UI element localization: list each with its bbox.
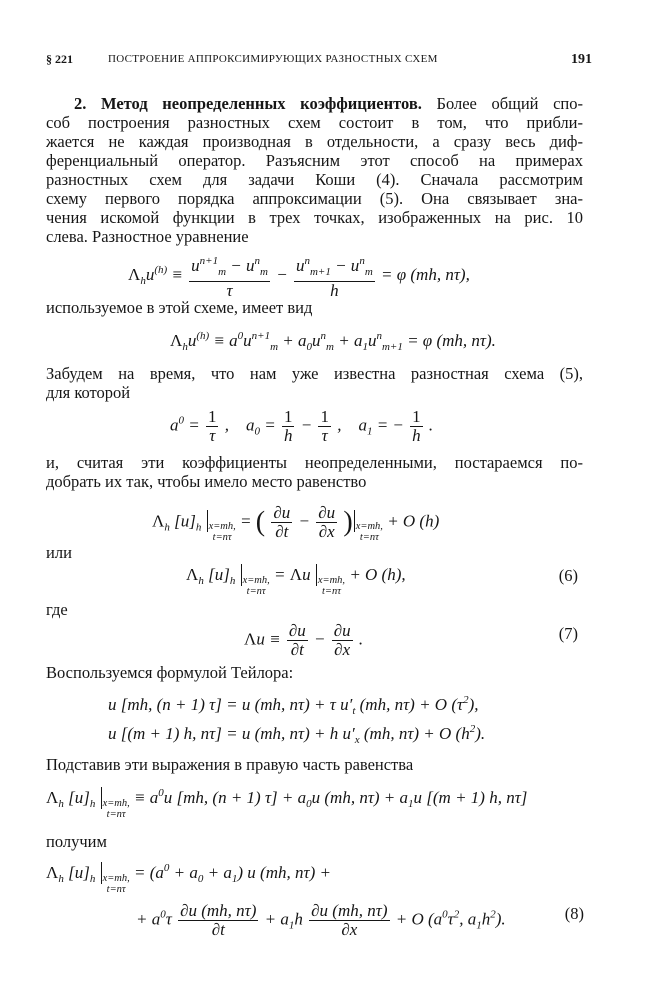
paragraph-line: 2. Метод неопределенных коэффициентов. Более общий спо- — [74, 94, 583, 113]
paragraph-line: соб построения разностных схем состоит в том, что прибли- — [46, 113, 583, 132]
text-taylor: Воспользуемся формулой Тейлора: — [46, 663, 294, 682]
text-where: где — [46, 600, 68, 619]
equation-number-6: (6) — [558, 566, 578, 585]
equation-taylor-x: u [(m + 1) h, nτ] = u (mh, nτ) + h $u'_x$ (mh, nτ) + O $(h^2)$. — [108, 723, 486, 746]
equation-7: Λu ≡ $\frac{\partial u}{\partial t}$ − $\frac{\partial u}{\partial x}$ . — [244, 621, 364, 659]
paragraph-line: слева. Разностное уравнение — [46, 227, 249, 246]
page-number: 191 — [571, 52, 592, 67]
paragraph-line: добрать их так, чтобы имело место равенство — [46, 472, 367, 491]
text-or: или — [46, 543, 72, 562]
paragraph-line: и, считая эти коэффициенты неопределенными, постараемся по- — [46, 453, 583, 472]
equation-number-7: (7) — [558, 624, 578, 643]
paragraph-line: разностных схем для задачи Коши (4). Сначала рассмотрим — [46, 170, 583, 189]
equation-8-line2: + $a^0\tau$ $\frac{\partial u (mh, n\tau)}{\partial t}$ + $a_1h$ $\frac{\partial u (mh, n\tau)}{\partial x}$ + O ($a^0\tau^2$, $a_1h^2$). — [136, 901, 506, 939]
text-get: получим — [46, 832, 107, 851]
paragraph-line: схему первого порядка аппроксимации (5). Она связывает зна- — [46, 189, 583, 208]
equation-taylor-t: u [mh, (n + 1) τ] = u (mh, nτ) + τ $u'_t$ (mh, nτ) + O $(\tau^2)$, — [108, 694, 479, 717]
text-substitute: Подставив эти выражения в правую часть равенства — [46, 755, 414, 774]
paragraph-line: жается не каждая производная в отдельности, а сразу весь диф- — [46, 132, 583, 151]
paragraph-line: чения искомой функции в трех точках, изображенных на рис. 10 — [46, 208, 583, 227]
equation-8-line1: $\Lambda_h$ $[u]_h$ x=mh, $t=n\tau = (a^0 + a_0 + a_1)$ u (mh, nτ) + — [46, 862, 331, 895]
paragraph-line: Забудем на время, что нам уже известна разностная схема (5), — [46, 364, 583, 383]
paragraph-forget — [46, 364, 583, 402]
paragraph-line: для которой — [46, 383, 131, 402]
equation-substitution: $\Lambda_h$ $[u]_h$ x=mh, $t=n\tau \equiv a^0u$ [mh, (n + 1) $\tau] + a_0u$ (mh, $n\tau) + a_1u$ [(m + 1) h, nτ] — [46, 787, 528, 820]
paragraph-coefficients-unknown — [46, 453, 583, 491]
equation-coefficients: $a^0$ = $\frac{1}{\tau}$ , $a_0$ = $\frac{1}{h}$ − $\frac{1}{\tau}$ , $a_1$ = − $\frac{1}{h}$ . — [170, 407, 434, 445]
text-used-in-scheme: используемое в этой схеме, имеет вид — [46, 298, 313, 317]
equation-difference: $\Lambda_hu^{(h)}$ ≡ $\frac{u^{n+1}_m - u^n_m}{\tau}$ − $\frac{u^n_{m+1} - u^n_m}{h}$ = φ (mh, nτ), — [128, 252, 470, 300]
equation-number-8: (8) — [564, 904, 584, 923]
running-head — [46, 52, 592, 72]
equation-6: $\Lambda_h$ $[u]_h$ x=mh, t=nτ = Λu x=mh, t=nτ + O (h), — [186, 565, 406, 597]
paragraph-method — [46, 94, 583, 246]
equation-general-form: $\Lambda_hu^{(h)} \equiv a^0u^{n+1}_m + a_0u^n_m + a_1u^n_{m+1} = \varphi$ (mh, nτ). — [170, 330, 496, 353]
paragraph-line: ференциальный оператор. Разъясним этот способ на примерах — [46, 151, 583, 170]
chapter-title: ПОСТРОЕНИЕ АППРОКСИМИРУЮЩИХ РАЗНОСТНЫХ СХЕМ — [108, 53, 438, 65]
subsection-heading: 2. Метод неопределенных коэффициентов. — [74, 94, 422, 113]
equation-approximation: $\Lambda_h$ $[u]_h$ x=mh, t=nτ = ( $\frac{\partial u}{\partial t}$ − $\frac{\partial u}{\partial x}$ ) x=mh, t=nτ + O (h) — [152, 503, 440, 544]
section-number: § 221 — [46, 52, 73, 66]
